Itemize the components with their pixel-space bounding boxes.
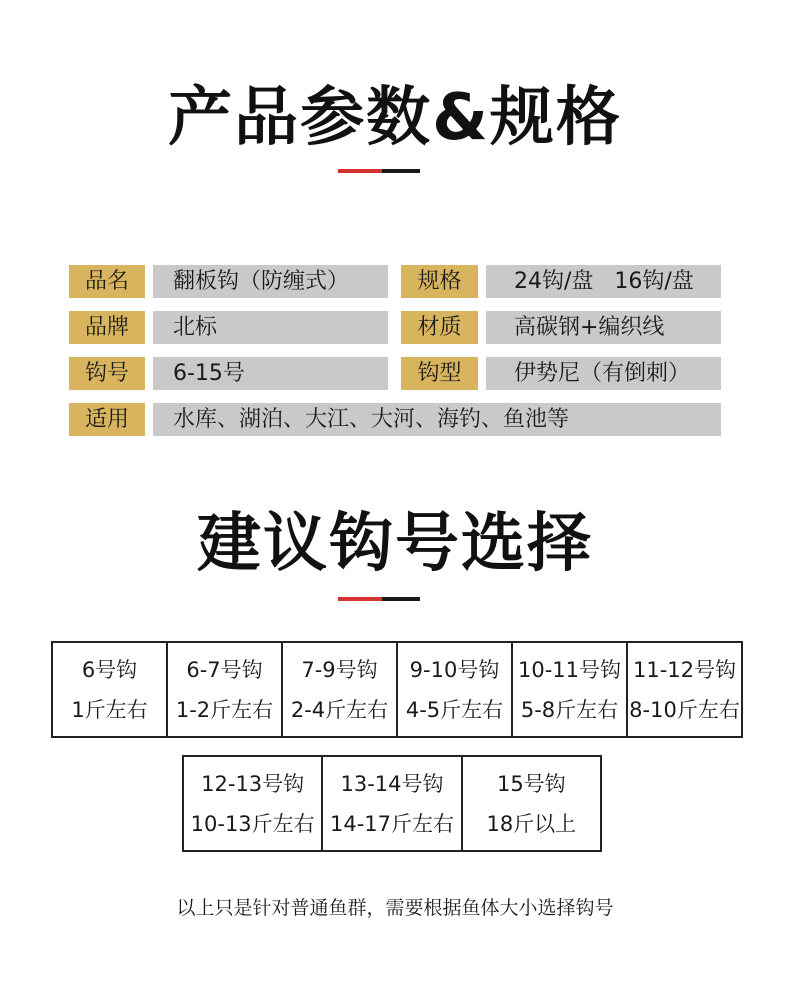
hook-cell	[463, 757, 600, 850]
hook-size: 7-9号钩	[301, 657, 378, 682]
spec-label: 钩号	[69, 357, 145, 390]
spec-value: 翻板钩（防缠式）	[153, 265, 388, 298]
spec-row	[0, 311, 790, 344]
hook-cell	[513, 643, 628, 736]
spec-label: 品名	[69, 265, 145, 298]
fish-weight: 18斤以上	[486, 811, 577, 836]
section-title-specs: 产品参数&规格	[168, 81, 622, 155]
spec-row	[0, 357, 790, 390]
fish-weight: 5-8斤左右	[520, 697, 619, 722]
hook-size-table	[182, 755, 602, 852]
fish-weight: 1斤左右	[71, 697, 148, 722]
section-title-hooks: 建议钩号选择	[197, 507, 593, 581]
title-divider	[338, 169, 420, 173]
hook-size: 10-11号钩	[517, 657, 622, 682]
spec-value: 水库、湖泊、大江、大河、海钓、鱼池等	[153, 403, 721, 436]
spec-label: 品牌	[69, 311, 145, 344]
fish-weight: 4-5斤左右	[405, 697, 504, 722]
fish-weight: 2-4斤左右	[290, 697, 389, 722]
hook-size: 9-10号钩	[409, 657, 500, 682]
hook-cell	[184, 757, 323, 850]
spec-label: 钩型	[401, 357, 478, 390]
footer-note: 以上只是针对普通鱼群，需要根据鱼体大小选择钩号	[176, 897, 614, 919]
hook-size: 6号钩	[81, 657, 138, 682]
spec-label: 规格	[401, 265, 478, 298]
fish-weight: 14-17斤左右	[329, 811, 454, 836]
spec-row	[0, 265, 790, 298]
spec-value: 伊势尼（有倒刺）	[486, 357, 721, 390]
spec-label: 适用	[69, 403, 145, 436]
spec-value: 6-15号	[153, 357, 388, 390]
hook-cell	[53, 643, 168, 736]
hook-cell	[628, 643, 741, 736]
hook-size-table	[51, 641, 743, 738]
spec-label: 材质	[401, 311, 478, 344]
spec-row	[0, 403, 790, 436]
hook-size: 13-14号钩	[340, 771, 444, 796]
hook-cell	[283, 643, 398, 736]
fish-weight: 1-2斤左右	[175, 697, 274, 722]
hook-cell	[168, 643, 283, 736]
fish-weight: 8-10斤左右	[629, 697, 740, 722]
spec-value: 高碳钢+编织线	[486, 311, 721, 344]
hook-cell	[398, 643, 513, 736]
hook-cell	[323, 757, 462, 850]
spec-value: 北标	[153, 311, 388, 344]
title-divider	[338, 597, 420, 601]
spec-value: 24钩/盘 16钩/盘	[486, 265, 721, 298]
hook-size: 11-12号钩	[632, 657, 737, 682]
hook-size: 12-13号钩	[201, 771, 305, 796]
fish-weight: 10-13斤左右	[190, 811, 315, 836]
hook-size: 15号钩	[496, 771, 566, 796]
hook-size: 6-7号钩	[186, 657, 263, 682]
